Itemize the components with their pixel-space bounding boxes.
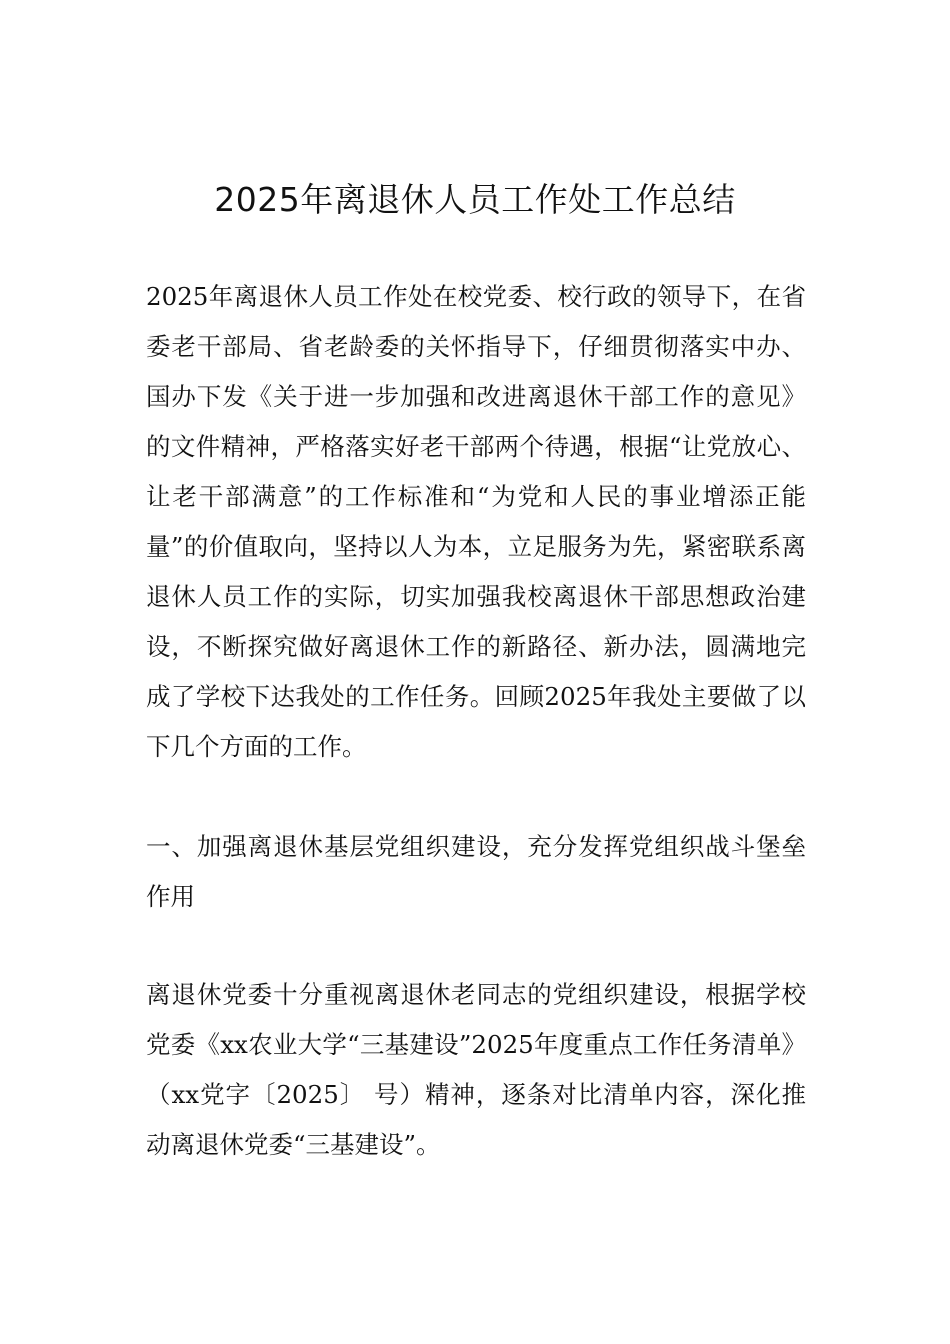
document-title: 2025年离退休人员工作处工作总结 [214, 180, 736, 219]
section-heading: 一、加强离退休基层党组织建设，充分发挥党组织战斗堡垒作用 [146, 832, 806, 911]
intro-paragraph: 2025年离退休人员工作处在校党委、校行政的领导下，在省委老干部局、省老龄委的关怀指导下，仔细贯彻落实中办、国办下发《关于进一步加强和改进离退休干部工作的意见》的文件精神，严格落实好老干部两个待遇，根据“让党放心、让老干部满意”的工作标准和“为党和人民的事业增添正能量”的价值取向，坚持以人为本，立足服务为先，紧密联系离退休人员工作的实际，切实加强我校离退休干部思想政治建设，不断探究做好离退休工作的新路径、新办法，圆满地完成了学校下达我处的工作任务。回顾2025年我处主要做了以下几个方面的工作。 [146, 282, 806, 761]
body-paragraph: 离退休党委十分重视离退休老同志的党组织建设，根据学校党委《xx农业大学“三基建设”2025年度重点工作任务清单》（xx党字〔2025〕 号）精神，逐条对比清单内容，深化推动离退休党委“三基建设”。 [146, 980, 806, 1159]
